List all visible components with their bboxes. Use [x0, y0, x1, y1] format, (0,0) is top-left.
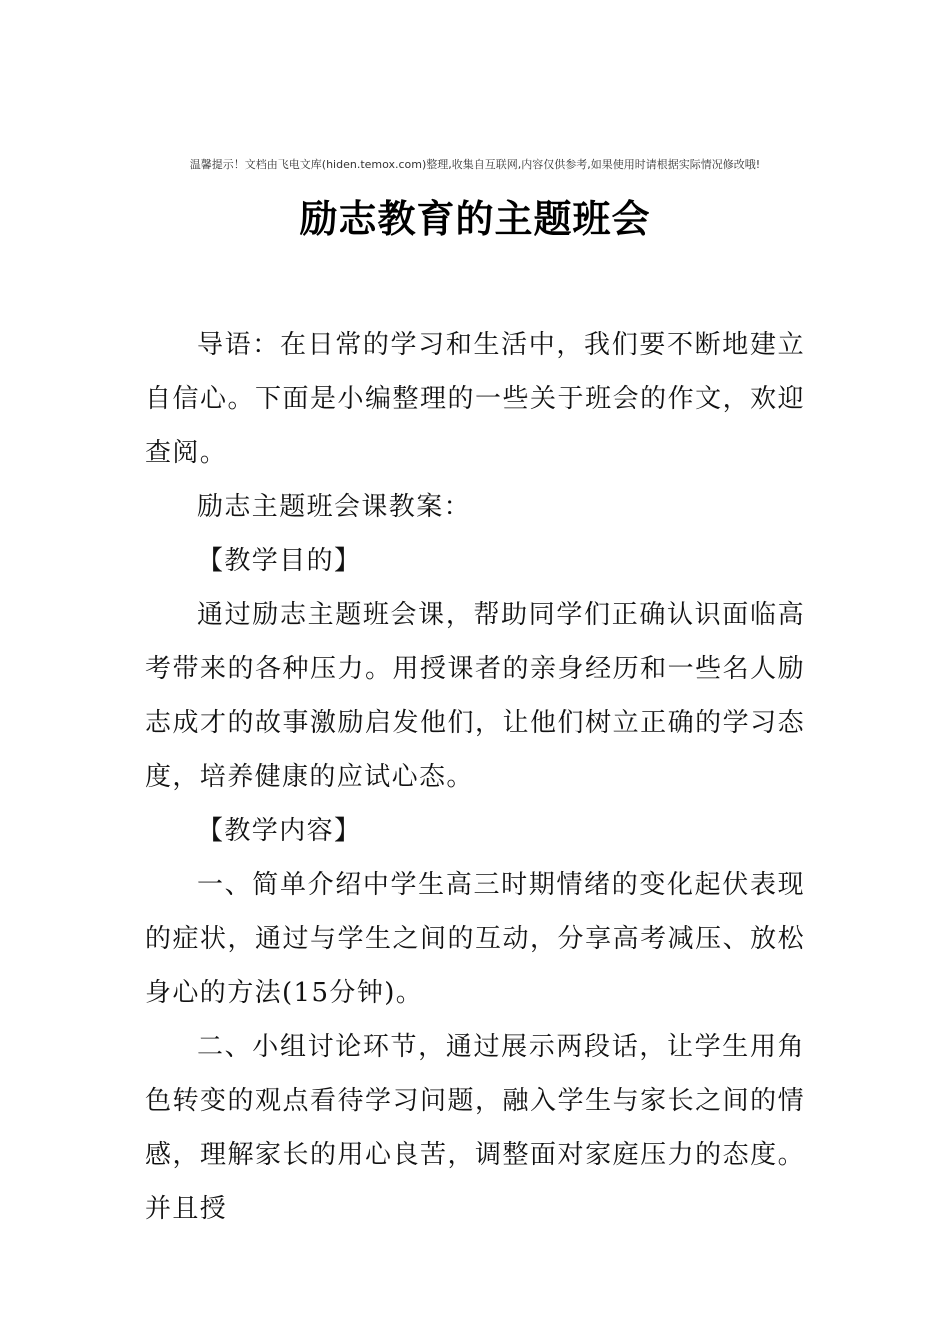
paragraph-lesson-plan-heading: 励志主题班会课教案： [197, 492, 472, 522]
paragraph-intro: 导语：在日常的学习和生活中，我们要不断地建立自信心。下面是小编整理的一些关于班会的作文，欢迎查阅。 [145, 330, 805, 468]
paragraph-content-item-2: 二、小组讨论环节，通过展示两段话，让学生用角色转变的观点看待学习问题，融入学生与家长之间的情感，理解家长的用心良苦，调整面对家庭压力的态度。并且授 [145, 1032, 805, 1224]
document-body [145, 318, 805, 1236]
document-title: 励志教育的主题班会 [299, 197, 651, 241]
notice-header: 温馨提示！文档由飞电文库(hiden.temox.com)整理,收集自互联网,内容仅供参考,如果使用时请根据实际情况修改哦! [189, 158, 761, 171]
paragraph-content-item-1: 一、简单介绍中学生高三时期情绪的变化起伏表现的症状，通过与学生之间的互动，分享高考减压、放松身心的方法(15分钟)。 [145, 870, 805, 1008]
paragraph-teaching-purpose-heading: 【教学目的】 [197, 546, 362, 576]
paragraph-teaching-content-heading: 【教学内容】 [197, 816, 362, 846]
paragraph-teaching-purpose: 通过励志主题班会课，帮助同学们正确认识面临高考带来的各种压力。用授课者的亲身经历和一些名人励志成才的故事激励启发他们，让他们树立正确的学习态度，培养健康的应试心态。 [145, 600, 805, 792]
